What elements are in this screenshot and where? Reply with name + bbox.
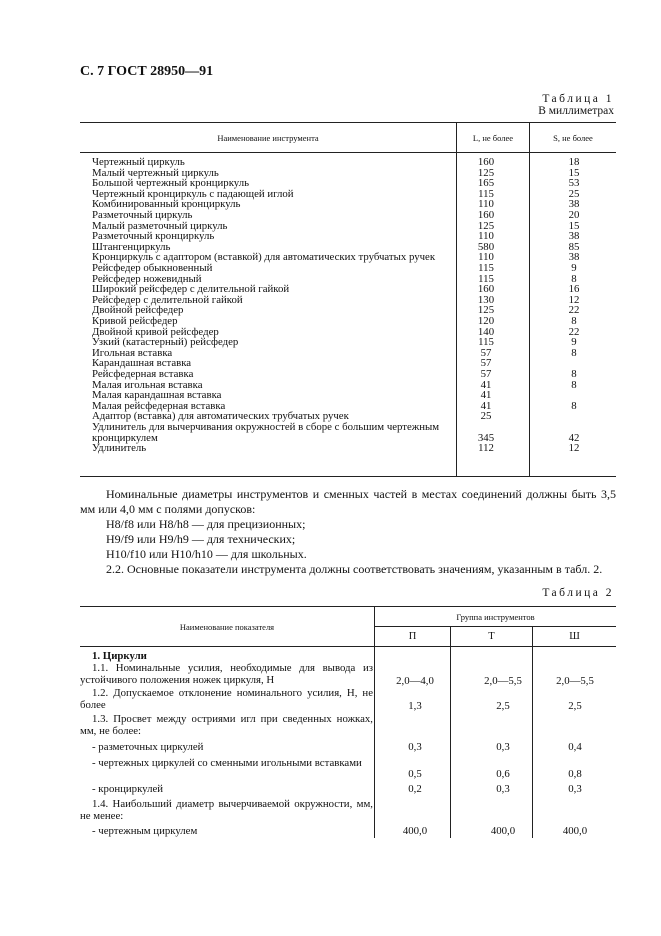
table1-cell-S: 53 [568, 177, 580, 190]
table2-cell-value: 0,2 [408, 783, 422, 795]
table2-cell-label: - чертежных циркулей со сменными игольными вставками [92, 757, 362, 769]
table1-cell-S: 38 [568, 230, 580, 243]
table2-cell-value: 0,3 [408, 741, 422, 753]
table1-cell-S: 16 [568, 283, 580, 296]
table1-cell-S: 8 [571, 315, 577, 327]
table2-cell-value: 2,0—5,5 [556, 675, 594, 687]
table2-cell-label: - кронциркулей [92, 783, 164, 795]
table1-cell-name: Удлинитель для вычерчивания окружностей в сборе с большим чертежным [92, 421, 440, 433]
table1-cell-name: Разметочный циркуль [92, 209, 193, 221]
table2-cell-value: 0,5 [408, 768, 422, 780]
table1-cell-name: Комбинированный кронциркуль [92, 198, 241, 211]
table2-caption: Таблица 2 [542, 587, 614, 599]
table1-cell-L: 41 [480, 378, 492, 391]
table1-cell-L: 120 [477, 315, 495, 327]
table1-cell-L: 160 [477, 283, 495, 296]
table1-cell-name: Игольная вставка [92, 346, 173, 359]
table1-cell-L: 110 [478, 251, 494, 264]
table2-cell-label: 1.4. Наибольший диаметр вычерчиваемой окружности, мм, не менее: [80, 798, 373, 822]
table1-cell-name: Адаптор (вставка) для автоматических трубчатых ручек [92, 410, 349, 423]
table1-cell-L: 125 [477, 166, 495, 179]
table1-cell-name: Малый разметочный циркуль [92, 219, 228, 232]
table1-cell-name: кронциркулем [92, 431, 158, 444]
table1-cell-L: 25 [480, 410, 492, 423]
table1-cell-name: Малая карандашная вставка [92, 389, 222, 402]
table2-col-group: Группа инструментов [456, 612, 535, 622]
table2-cell-label: 1.3. Просвет между остриями игл при сведенных ножках, мм, не более: [80, 713, 373, 737]
table1-cell-S: 8 [571, 378, 577, 391]
table1-cell-L: 580 [477, 240, 495, 253]
table2-cell-value: 400,0 [490, 825, 516, 837]
table1-cell-name: Кронциркуль с адаптором (вставкой) для автоматических трубчатых ручек [92, 251, 436, 264]
table1-caption: Таблица 1 [542, 93, 614, 105]
table1-cell-L: 140 [477, 325, 495, 338]
table1-cell-S: 38 [568, 251, 580, 264]
table1-cell-S: 18 [568, 156, 580, 168]
table1-cell-S: 12 [568, 293, 580, 306]
table2-cell-value: 2,0—4,0 [396, 675, 434, 687]
table1-cell-L: 345 [477, 431, 495, 444]
table1-cell-S: 38 [568, 198, 580, 211]
table2-cell-value: 400,0 [402, 825, 428, 837]
table1-cell-L: 130 [477, 293, 495, 306]
table1-cell-name: Удлинитель [92, 442, 147, 455]
table1-cell-S: 20 [568, 209, 580, 221]
page-header: С. 7 ГОСТ 28950—91 [80, 64, 214, 79]
table1-cell-S: 8 [571, 346, 577, 359]
table1-col-name: Наименование инструмента [217, 133, 319, 143]
table1-cell-name: Широкий рейсфедер с делительной гайкой [92, 283, 290, 296]
table1-cell-S: 25 [568, 187, 580, 200]
table1-cell-name: Разметочный кронциркуль [92, 230, 215, 243]
table1-cell-name: Штангенциркуль [92, 240, 171, 253]
table1-cell-name: Двойной рейсфедер [92, 304, 184, 317]
table1-cell-S: 15 [568, 166, 580, 179]
table2-cell-value: 2,0—5,5 [484, 675, 522, 687]
table1-cell-name: Малый чертежный циркуль [92, 166, 219, 179]
table1-cell-L: 41 [480, 399, 492, 412]
table1-cell-L: 115 [478, 187, 494, 200]
table1-cell-L: 125 [477, 304, 495, 317]
table1-cell-L: 165 [477, 177, 495, 190]
table1-cell-S: 42 [568, 431, 580, 444]
paragraph-2-2: 2.2. Основные показатели инструмента должны соответствовать значениям, указанным в табл. 2. [106, 562, 603, 576]
table2-cell-value: 0,3 [496, 783, 510, 795]
table1-cell-name: Рейсфедер обыкновенный [92, 262, 213, 274]
table2-cell-label: 1.1. Номинальные усилия, необходимые для вывода из устойчивого положения ножек циркуля, Н [80, 662, 373, 686]
table2-cell-value: 0,3 [496, 741, 510, 753]
table1-cell-S: 8 [571, 399, 577, 412]
table1-cell-S: 9 [571, 262, 577, 274]
tolerance-technical: Н9/f9 или Н9/h9 — для технических; [106, 532, 296, 546]
table1-cell-name: Рейсфедер ножевидный [92, 272, 202, 285]
table1-cell-name: Узкий (катастерный) рейсфедер [92, 336, 239, 349]
table1-cell-S: 85 [568, 240, 580, 253]
table2-cell-value: 400,0 [562, 825, 588, 837]
table2-cell-label: 1.2. Допускаемое отклонение номинального усилия, Н, не более [80, 687, 373, 711]
table1-col-L: L, не более [472, 133, 514, 143]
table1-cell-L: 160 [477, 209, 495, 221]
paragraph-diameters: Номинальные диаметры инструментов и сменных частей в местах соединений должны быть 3,5 мм или 4,0 мм с полями допусков: [80, 487, 616, 516]
table2-col-name: Наименование показателя [179, 622, 275, 632]
table1-cell-name: Рейсфедерная вставка [92, 368, 194, 380]
table1-cell-L: 41 [480, 389, 492, 402]
table2-cell-value: 2,5 [568, 700, 582, 712]
table1-col-S: S, не более [553, 133, 593, 143]
table1-cell-L: 115 [478, 262, 494, 274]
table2-cell-label: - чертежным циркулем [92, 825, 198, 837]
table1-cell-L: 110 [478, 230, 494, 243]
table1-cell-name: Чертежный кронциркуль с падающей иглой [92, 187, 294, 200]
table2-group-P: П [408, 631, 417, 642]
table1-cell-L: 112 [478, 442, 494, 455]
table1-cell-L: 57 [480, 357, 492, 370]
table2-cell-value: 0,3 [568, 783, 582, 795]
table1-cell-L: 125 [477, 219, 495, 232]
table1-cell-L: 115 [478, 272, 494, 285]
tolerance-precision: Н8/f8 или Н8/h8 — для прецизионных; [106, 517, 306, 531]
table2-cell-label: - разметочных циркулей [92, 741, 204, 753]
table2-cell-value: 0,8 [568, 768, 582, 780]
table2-section-1: 1. Циркули [92, 650, 147, 662]
table1-cell-S: 8 [571, 272, 577, 285]
table1-cell-name: Чертежный циркуль [92, 156, 185, 168]
table1-cell-S: 15 [568, 219, 580, 232]
table1-cell-L: 57 [480, 368, 492, 380]
table1-cell-S: 8 [571, 368, 577, 380]
table1-cell-name: Карандашная вставка [92, 357, 192, 370]
table1-cell-S: 12 [568, 442, 580, 455]
table1-cell-L: 110 [478, 198, 494, 211]
table1-row [0, 443, 661, 454]
table2-group-T: Т [488, 631, 495, 642]
tolerance-school: Н10/f10 или Н10/h10 — для школьных. [106, 547, 307, 561]
table2-cell-value: 1,3 [408, 700, 422, 712]
table1-cell-name: Большой чертежный кронциркуль [92, 177, 250, 190]
table1-cell-name: Малая игольная вставка [92, 378, 203, 391]
table1-cell-L: 160 [477, 156, 495, 168]
table1-units: В миллиметрах [538, 105, 614, 117]
table2-cell-value: 0,4 [568, 741, 582, 753]
table2-cell-value: 2,5 [496, 700, 510, 712]
table1-caption-block [538, 93, 614, 117]
table1-cell-S: 9 [571, 336, 577, 349]
table1-cell-S: 22 [568, 304, 580, 317]
table1-cell-S: 22 [568, 325, 580, 338]
table1-cell-name: Рейсфедер с делительной гайкой [92, 293, 243, 306]
table2-cell-value: 0,6 [496, 768, 510, 780]
table1-cell-name: Малая рейсфедерная вставка [92, 399, 226, 412]
table1-cell-L: 57 [480, 346, 492, 359]
table2-group-Sh: Ш [569, 631, 580, 642]
table1-cell-name: Двойной кривой рейсфедер [92, 325, 219, 338]
table1-cell-name: Кривой рейсфедер [92, 315, 178, 327]
table1-cell-L: 115 [478, 336, 494, 349]
